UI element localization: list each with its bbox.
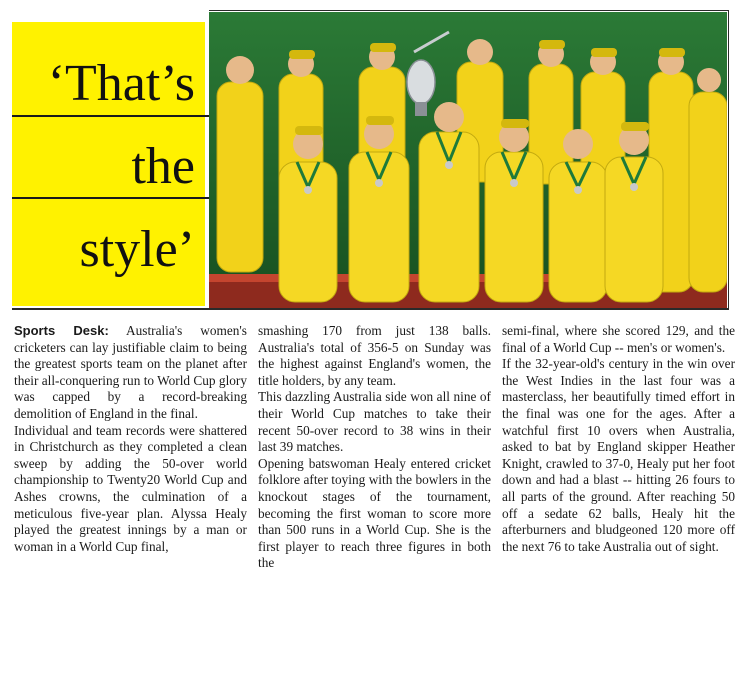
headline-line-3: style’: [79, 221, 195, 278]
headline-divider-2: [12, 197, 209, 199]
article-column-3: [502, 323, 735, 555]
article-paragraph: This dazzling Australia side won all nine of their World Cup matches to take their recent 50-over record to 38 wins in their last 39 matches.: [258, 389, 491, 455]
headline-line-1: ‘That’s: [47, 55, 195, 112]
photo-illustration: [209, 12, 727, 308]
section-divider: [12, 308, 729, 310]
article-paragraph: semi-final, where she scored 129, and the final of a World Cup -- men's or women's.: [502, 323, 735, 355]
photo-frame-right: [728, 10, 729, 310]
team-celebration-photo: [209, 12, 727, 308]
article-column-2: [258, 323, 491, 572]
article-paragraph: If the 32-year-old's century in the win over the West Indies in the last four was a masterclass, her beautifully timed effort in the final was one for the ages. After a watchful first 10 overs when Australia, asked to bat by England skipper Heather Knight, crawled to 37-0, Healy put her foot down and had a blast -- hitting 26 fours to all parts of the ground. After reaching 50 off a sedate 62 balls, Healy hit the afterburners and bludgeoned 120 more off the next 76 to take Australia out of sight.: [502, 356, 735, 554]
article-paragraph: smashing 170 from just 138 balls. Australia's total of 356-5 on Sunday was the highest against England's women, the title holders, by any team.: [258, 323, 491, 388]
article-paragraph: Opening batswoman Healy entered cricket folklore after toying with the bowlers in the knockout stages of the tournament, becoming the first woman to score more than 500 runs in a World Cup. She is the first player to reach three figures in both the: [258, 455, 491, 571]
photo-frame-top: [209, 10, 729, 11]
article-column-1: [14, 323, 247, 555]
article-text: Australia's women's cricketers can lay justifiable claim to being the greatest sports team on the planet after their all-conquering run to World Cup glory was capped by a record-breaking demolition of England in the final.: [14, 323, 247, 421]
headline-divider-1: [12, 115, 209, 117]
byline: Sports Desk:: [14, 323, 109, 338]
headline-line-2: the: [131, 138, 195, 195]
article-paragraph: [14, 323, 247, 423]
article-paragraph: Individual and team records were shattered in Christchurch as they completed a clean sweep by adding the 50-over world championship to Twenty20 World Cup and Ashes crowns, the culmination of a meticulous five-year plan. Alyssa Healy played the greatest innings by a man or woman in a World Cup final,: [14, 422, 247, 554]
